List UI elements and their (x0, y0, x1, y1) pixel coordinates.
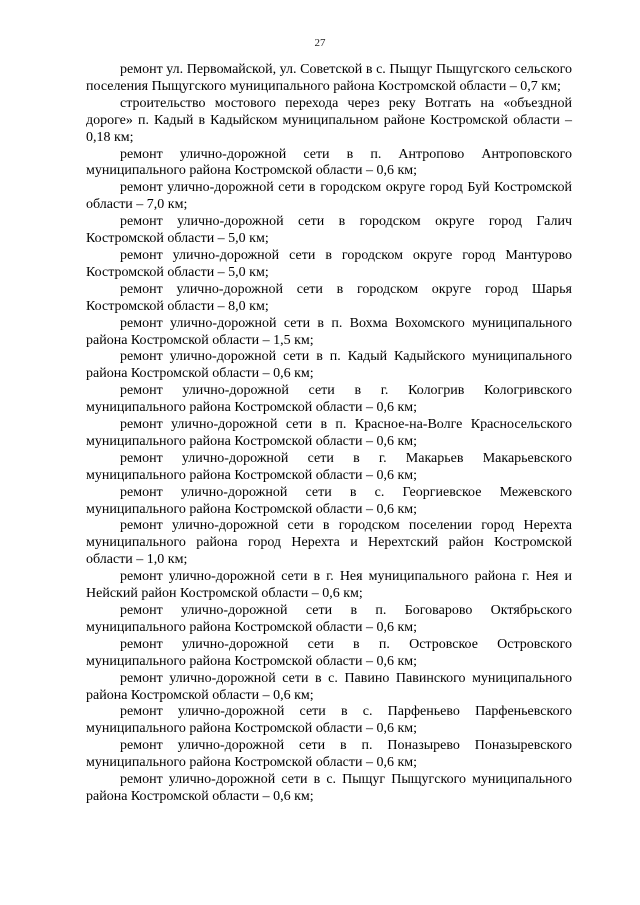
page-number: 27 (314, 37, 326, 49)
paragraph-9: ремонт улично-дорожной сети в п. Кадый Кадыйского муниципального района Костромской области – 0,6 км; (86, 349, 572, 382)
paragraph-14: ремонт улично-дорожной сети в городском поселении город Нерехта муниципального района город Нерехта и Нерехтский район Костромской области – 1,0 км; (86, 518, 572, 568)
paragraph-6: ремонт улично-дорожной сети в городском округе город Мантурово Костромской области – 5,0 км; (86, 247, 572, 280)
paragraph-1: ремонт ул. Первомайской, ул. Советской в с. Пыщуг Пыщугского сельского поселения Пыщугского муниципального района Костромской области – 0,7 км; (86, 62, 572, 94)
paragraph-2: строительство мостового перехода через реку Вотгать на «объездной дороге» п. Кадый в Кадыйском муниципальном районе Костромской области – 0,18 км; (86, 95, 572, 145)
paragraph-21: ремонт улично-дорожной сети в с. Пыщуг Пыщугского муниципального района Костромской области – 0,6 км; (86, 772, 572, 804)
paragraph-5: ремонт улично-дорожной сети в городском округе город Галич Костромской области – 5,0 км; (86, 214, 572, 247)
paragraph-12: ремонт улично-дорожной сети в г. Макарьев Макарьевского муниципального района Костромской области – 0,6 км; (86, 450, 572, 483)
document-body (86, 62, 572, 806)
paragraph-4: ремонт улично-дорожной сети в городском округе город Буй Костромской области – 7,0 км; (86, 180, 572, 213)
paragraph-17: ремонт улично-дорожной сети в п. Островское Островского муниципального района Костромской области – 0,6 км; (86, 636, 572, 669)
paragraph-11: ремонт улично-дорожной сети в п. Красное-на-Волге Красносельского муниципального района Костромской области – 0,6 км; (86, 417, 572, 449)
paragraph-10: ремонт улично-дорожной сети в г. Кологрив Кологривского муниципального района Костромской области – 0,6 км; (86, 383, 572, 416)
paragraph-18: ремонт улично-дорожной сети в с. Павино Павинского муниципального района Костромской области – 0,6 км; (86, 670, 572, 703)
paragraph-15: ремонт улично-дорожной сети в г. Нея муниципального района г. Нея и Нейский район Костромской области – 0,6 км; (86, 569, 572, 602)
paragraph-20: ремонт улично-дорожной сети в п. Поназырево Поназыревского муниципального района Костромской области – 0,6 км; (86, 738, 572, 771)
paragraph-16: ремонт улично-дорожной сети в п. Боговарово Октябрьского муниципального района Костромской области – 0,6 км; (86, 603, 572, 635)
paragraph-7: ремонт улично-дорожной сети в городском округе город Шарья Костромской области – 8,0 км; (86, 281, 572, 314)
paragraph-19: ремонт улично-дорожной сети в с. Парфеньево Парфеньевского муниципального района Костромской области – 0,6 км; (86, 704, 572, 737)
paragraph-13: ремонт улично-дорожной сети в с. Георгиевское Межевского муниципального района Костромской области – 0,6 км; (86, 484, 572, 517)
paragraph-8: ремонт улично-дорожной сети в п. Вохма Вохомского муниципального района Костромской области – 1,5 км; (86, 315, 572, 348)
paragraph-3: ремонт улично-дорожной сети в п. Антропово Антроповского муниципального района Костромской области – 0,6 км; (86, 146, 572, 179)
